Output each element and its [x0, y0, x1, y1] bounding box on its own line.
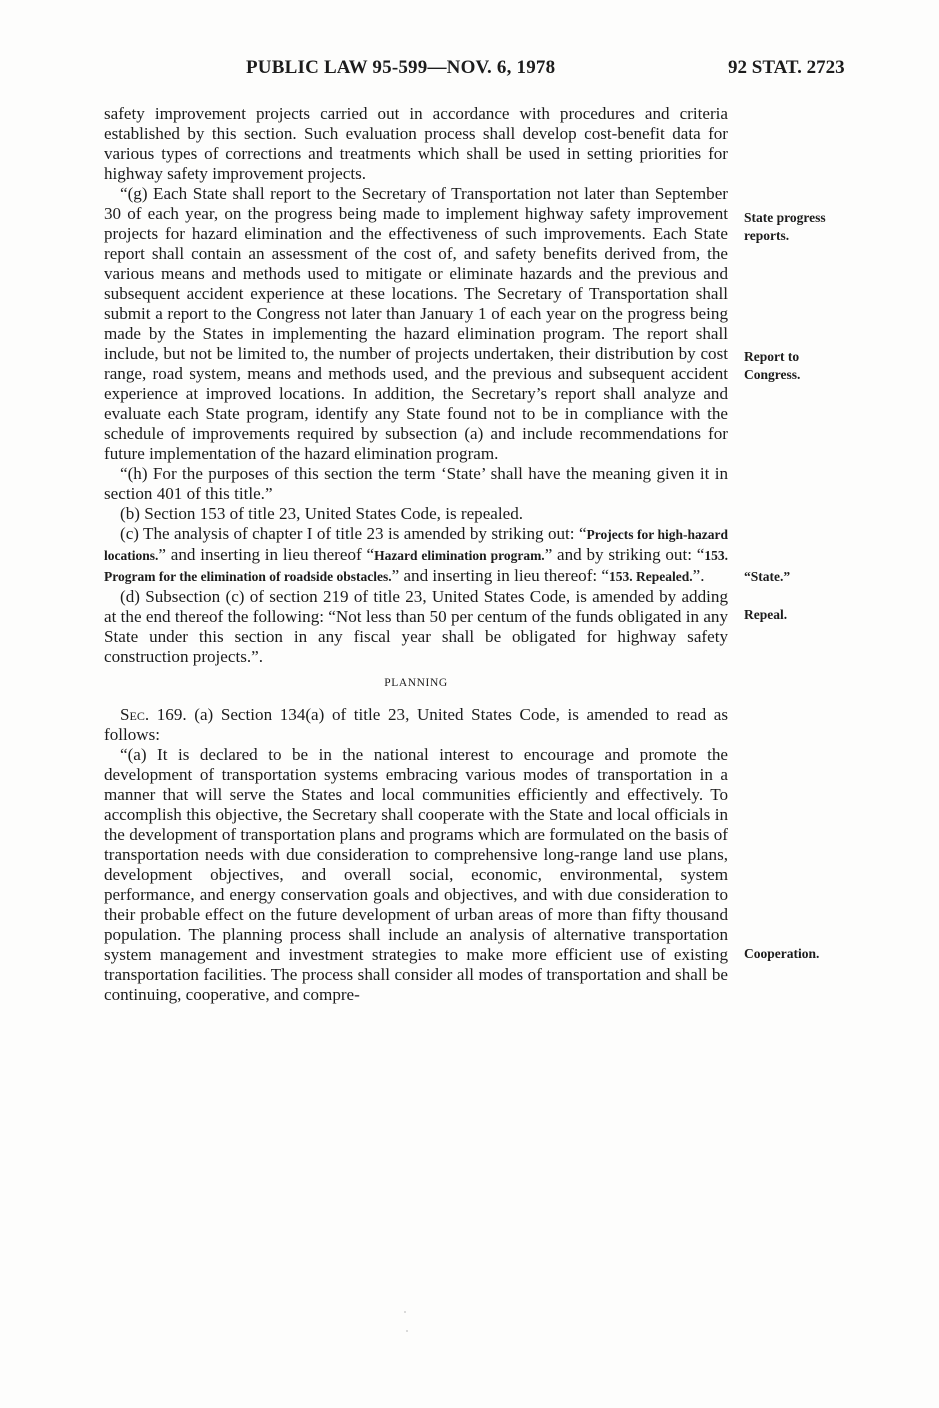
- margin-note-repeal: Repeal.: [744, 607, 788, 622]
- paragraph-sec-169: [104, 705, 728, 745]
- struck-entry: 153. Program for the elimination of roadside obstacles.: [104, 548, 728, 584]
- statute-page-number: 92 STAT. 2723: [728, 57, 845, 78]
- scan-speck: [406, 1330, 408, 1332]
- section-heading-planning: PLANNING: [384, 677, 448, 689]
- paragraph-subsection-g: “(g) Each State shall report to the Secretary of Transportation not later than September 30 of each year, on the progress being made to implement highway safety improvement projects for hazard elimination and the effectiveness of such improvements. Each State report shall contain an assessment of the cost of, and safety benefits derived from, the various means and methods used to mitigate or eliminate hazards and the previous and subsequent accident experience at these locations. The Secretary of Transportation shall submit a report to the Congress not later than January 1 of each year on the progress being made by the States in implementing the hazard elimination program. The report shall include, but not be limited to, the number of projects undertaken, their distribution by cost range, road system, means and methods used, and the previous and subsequent accident experience at improved locations. In addition, the Secretary’s report shall analyze and evaluate each State program, identify any State found not to be in compliance with the schedule of improvements required by subsection (a) and include recommendations for future implementation of the hazard elimination program.: [104, 184, 728, 463]
- paragraph-subsection-b: (b) Section 153 of title 23, United States Code, is repealed.: [120, 504, 524, 523]
- margin-note-report-to-congress: [744, 348, 874, 384]
- text-segment: ” and by striking out: “: [544, 545, 705, 564]
- scan-speck: [404, 1311, 406, 1313]
- margin-note-state-definition: “State.”: [744, 569, 791, 584]
- margin-note-cooperation: Cooperation.: [744, 946, 820, 961]
- text-segment: ”.: [692, 566, 705, 585]
- body-text: [104, 104, 728, 1005]
- text-segment: ” and inserting in lieu thereof: “: [391, 566, 610, 585]
- text-segment: (c) The analysis of chapter I of title 23 is amended by striking out: “: [120, 524, 587, 543]
- inserted-entry: Hazard elimination program.: [374, 548, 545, 563]
- paragraph-subsection-d: (d) Subsection (c) of section 219 of title 23, United States Code, is amended by adding at the end thereof the following: “Not less than 50 per centum of the funds obligated in any State under this section in any fiscal year shall be obligated for highway safety construction projects.”.: [104, 587, 728, 666]
- paragraph-safety-evaluation: safety improvement projects carried out in accordance with procedures and criteria established by this section. Such evaluation process shall develop cost-benefit data for various types of corrections and treatments which shall be used in setting priorities for highway safety improvement projects.: [104, 104, 728, 183]
- margin-note-line: State progress: [744, 210, 826, 225]
- page-header: [0, 57, 939, 83]
- section-label: Sec.: [120, 705, 150, 724]
- margin-note-line: reports.: [744, 228, 790, 243]
- struck-entry: Projects for high-hazard locations.: [104, 527, 728, 563]
- margin-note-state-progress-reports: [744, 209, 874, 245]
- paragraph-section-134a: “(a) It is declared to be in the national interest to encourage and promote the development of transportation systems embracing various modes of transportation in a manner that will serve the States and local communities efficiently and effectively. To accomplish this objective, the Secretary shall cooperate with the State and local officials in the development of transportation plans and programs which are formulated on the basis of transportation needs with due consideration to comprehensive long-range land use plans, development objectives, and overall social, economic, environmental, system performance, and energy conservation goals and objectives, and with due consideration to their probable effect on the future development of urban areas of more than fifty thousand population. The planning process shall include an analysis of alternative transportation system management and investment strategies to make more efficient use of existing transportation facilities. The process shall consider all modes of transportation and shall be continuing, cooperative, and compre-: [104, 745, 728, 1004]
- paragraph-subsection-c: [104, 524, 728, 587]
- text-segment: ” and inserting in lieu thereof “: [158, 545, 375, 564]
- margin-note-line: Congress.: [744, 367, 801, 382]
- margin-note-line: Report to: [744, 349, 800, 364]
- law-title: PUBLIC LAW 95-599—NOV. 6, 1978: [246, 57, 556, 78]
- text-segment: 169. (a) Section 134(a) of title 23, United States Code, is amended to read as follows:: [104, 705, 728, 744]
- inserted-entry: 153. Repealed.: [609, 569, 693, 584]
- paragraph-subsection-h: “(h) For the purposes of this section the term ‘State’ shall have the meaning given it in section 401 of this title.”: [104, 464, 728, 503]
